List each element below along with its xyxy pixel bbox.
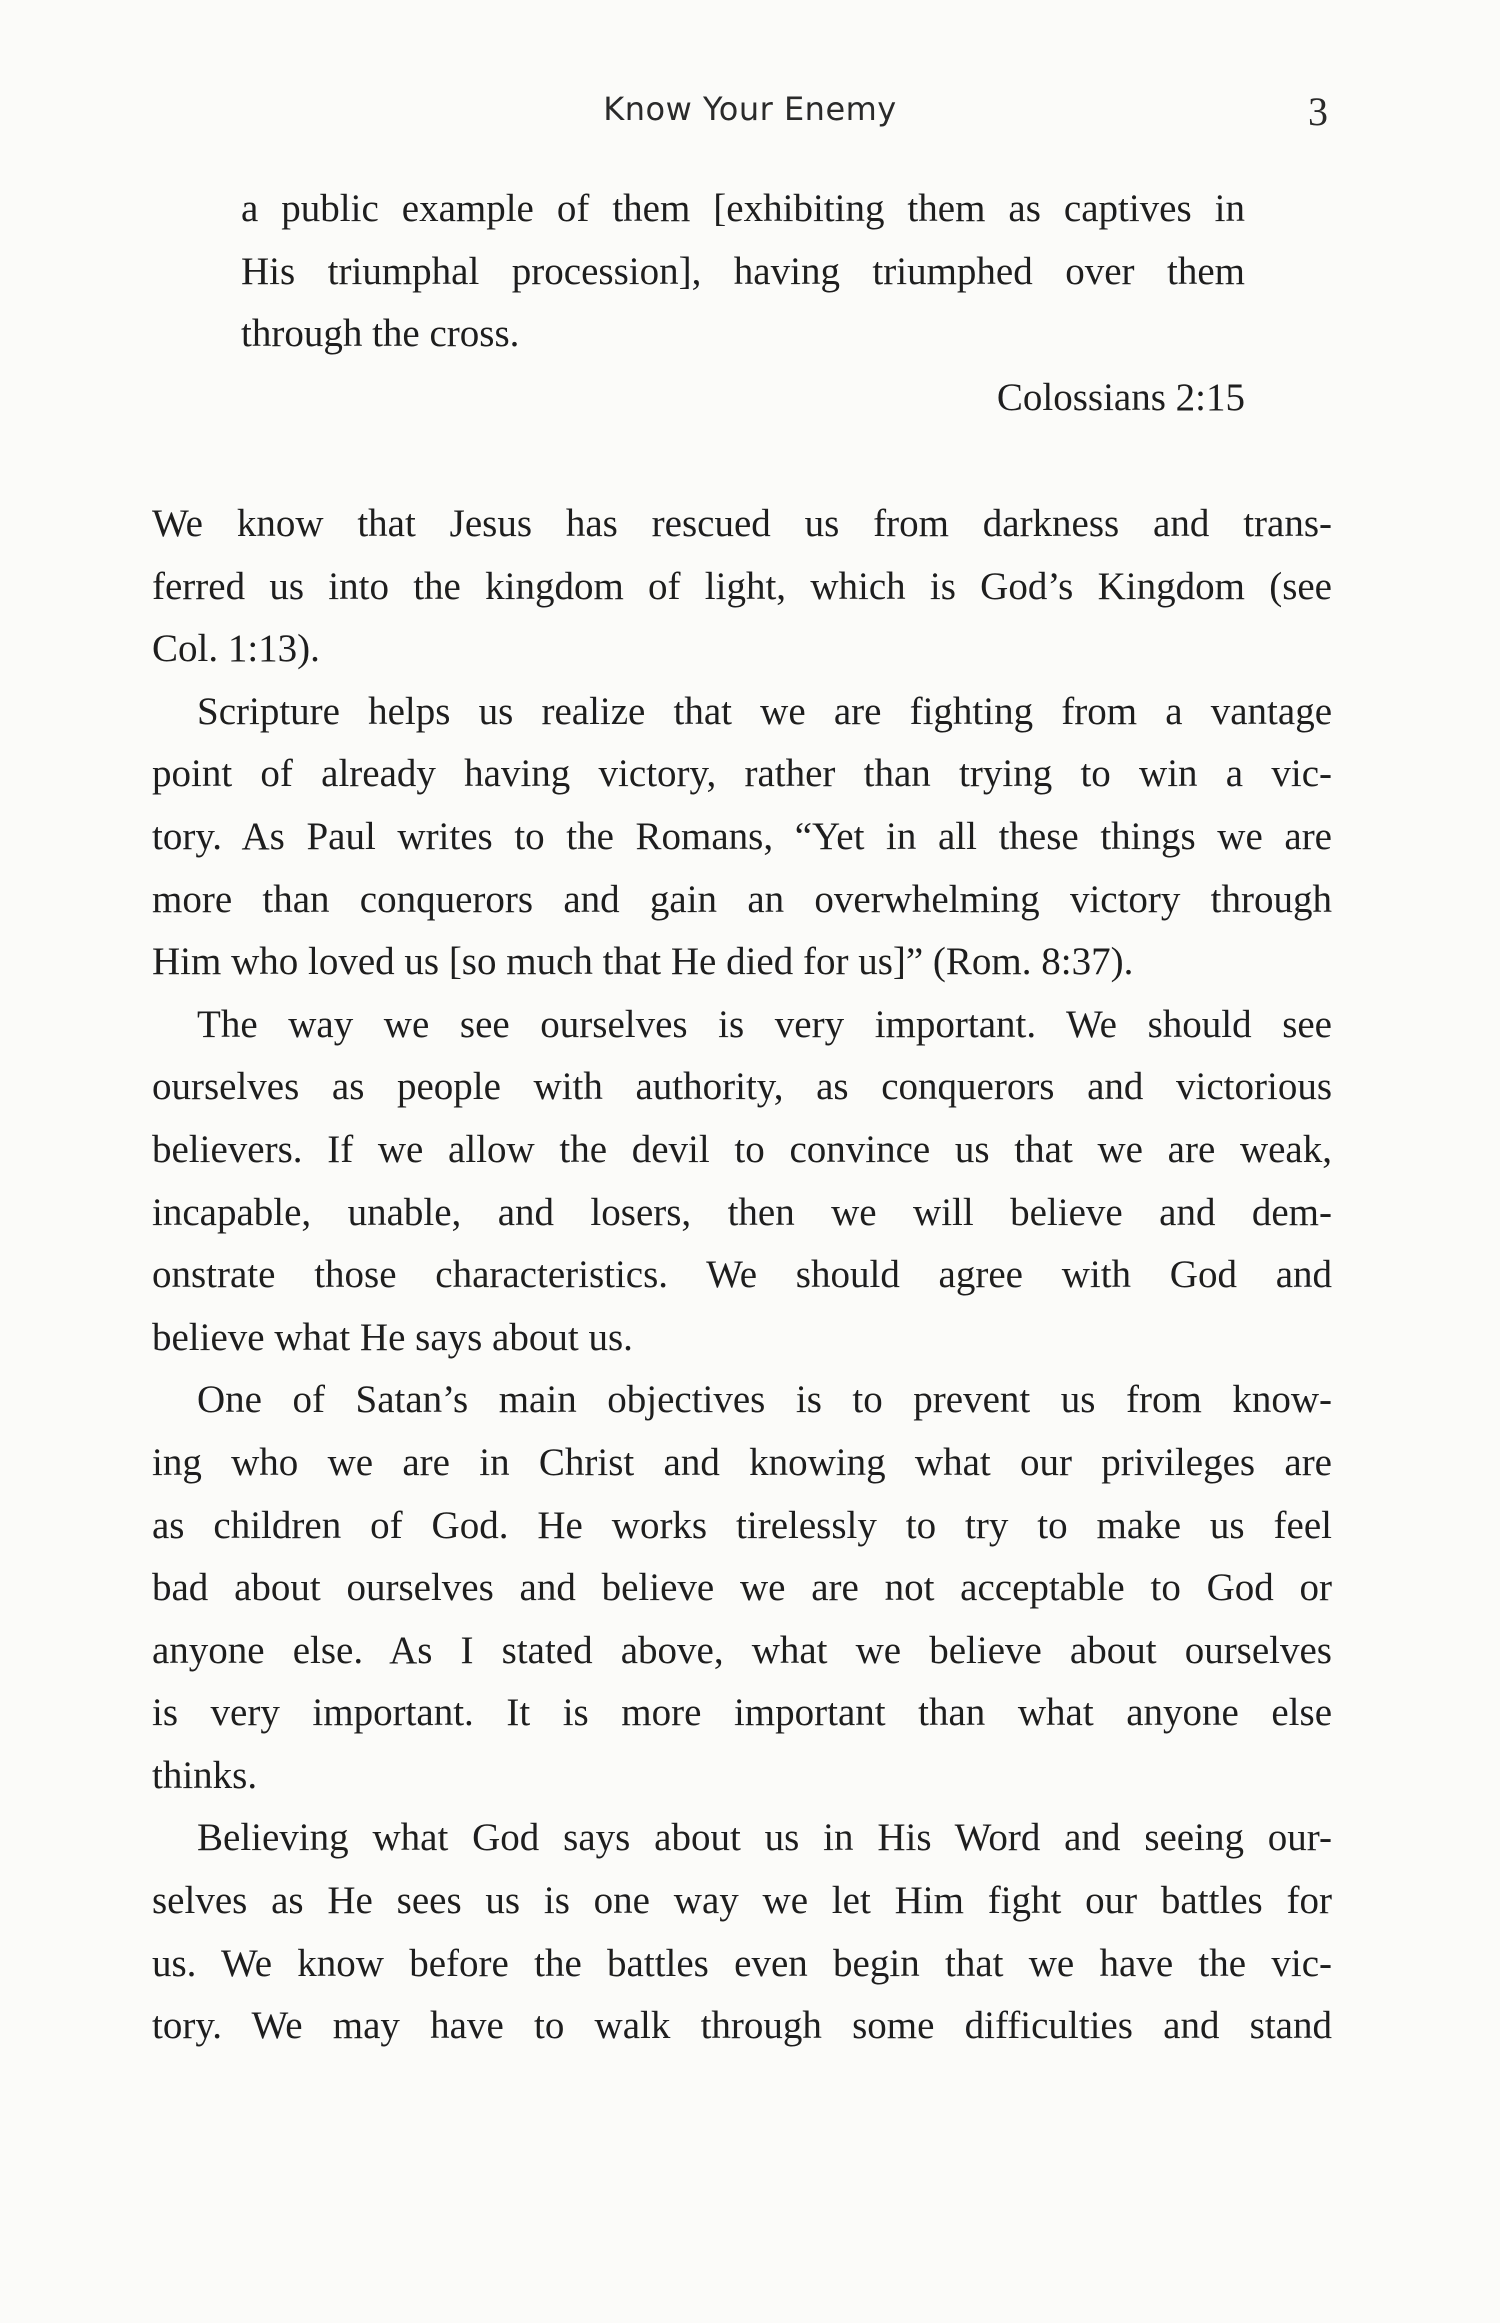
text-line: a public example of them [exhibiting them as captives in [241,187,1245,230]
text-line: onstrate those characteristics. We should agree with God and [152,1253,1332,1297]
text-line: believers. If we allow the devil to convince us that we are weak, [152,1127,1332,1171]
text-line: us. We know before the battles even begin that we have the vic- [152,1941,1332,1985]
text-line: thinks. [152,1753,258,1797]
text-line: anyone else. As I stated above, what we believe about ourselves [152,1628,1332,1672]
text-line: tory. As Paul writes to the Romans, “Yet in all these things we are [152,814,1332,858]
text-line: is very important. It is more important than what anyone else [152,1691,1332,1735]
text-line: Him who loved us [so much that He died for us]” (Rom. 8:37). [152,940,1134,984]
text-line: ferred us into the kingdom of light, which is God’s Kingdom (see [152,564,1332,608]
paragraph [152,994,1332,1370]
paragraph [152,1807,1332,2057]
running-header: Know Your Enemy [603,90,897,128]
paragraph [152,681,1332,994]
text-line: as children of God. He works tirelessly to try to make us feel [152,1503,1332,1547]
text-line: tory. We may have to walk through some difficulties and stand [152,2004,1332,2048]
paragraph [152,1369,1332,1807]
body-text [152,493,1332,2058]
text-line: bad about ourselves and believe we are not acceptable to God or [152,1566,1332,1610]
text-line: selves as He sees us is one way we let Him fight our battles for [152,1879,1332,1923]
text-line: The way we see ourselves is very important. We should see [197,1002,1332,1046]
text-line: His triumphal procession], having triumphed over them [241,249,1245,293]
text-line: through the cross. [241,312,520,356]
text-line: more than conquerors and gain an overwhelming victory through [152,877,1332,921]
text-line: ourselves as people with authority, as conquerors and victorious [152,1065,1332,1109]
text-line: believe what He says about us. [152,1315,633,1359]
text-line: Scripture helps us realize that we are fighting from a vantage [197,689,1332,733]
text-line: We know that Jesus has rescued us from darkness and trans- [152,502,1332,545]
epigraph-quote [241,178,1245,366]
text-line: ing who we are in Christ and knowing what our privileges are [152,1440,1332,1484]
text-line: Col. 1:13). [152,627,320,671]
text-line: Believing what God says about us in His Word and seeing our- [197,1816,1332,1860]
text-line: point of already having victory, rather than trying to win a vic- [152,752,1332,796]
quote-citation: Colossians 2:15 [996,376,1245,419]
page-number: 3 [1308,89,1328,134]
paragraph [152,493,1332,681]
text-line: incapable, unable, and losers, then we will believe and dem- [152,1190,1332,1234]
text-line: One of Satan’s main objectives is to prevent us from know- [197,1378,1332,1422]
